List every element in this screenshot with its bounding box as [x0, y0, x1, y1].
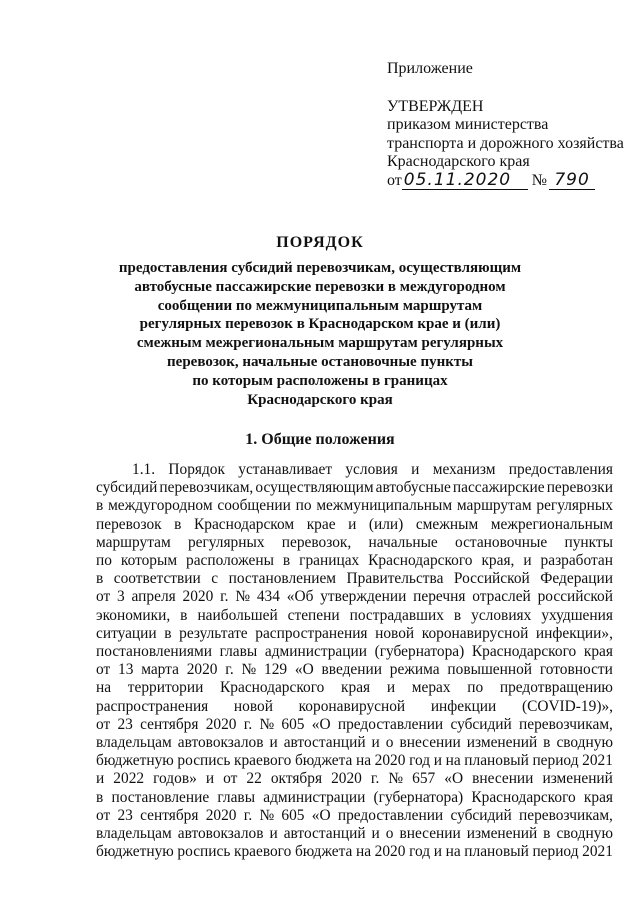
- body-word: в: [282, 552, 291, 570]
- order-date-number-line: [387, 172, 624, 191]
- body-word: 2020: [331, 770, 362, 788]
- body-word: 605: [281, 715, 305, 733]
- body-word: наибольшей: [197, 606, 278, 624]
- body-word: междугородном: [108, 497, 213, 515]
- body-word: Краснодарском: [194, 515, 295, 533]
- body-word: в: [543, 734, 551, 752]
- body-word: годов»: [153, 770, 197, 788]
- body-word: инфекции: [430, 697, 497, 715]
- body-word: ухудшения: [541, 606, 613, 624]
- body-word: главы: [219, 643, 258, 661]
- body-line: [96, 607, 613, 625]
- body-word: Порядок: [168, 461, 225, 478]
- body-word: автобусные: [375, 479, 451, 497]
- body-word: маршрутам: [456, 497, 532, 515]
- body-word: и: [371, 734, 380, 752]
- body-word: коронавирусной: [421, 624, 529, 642]
- body-word: «Об: [286, 588, 314, 606]
- body-line: [96, 588, 613, 606]
- body-word: отраслей: [472, 588, 531, 606]
- body-word: и: [433, 843, 442, 861]
- body-word: субсидий: [450, 806, 512, 824]
- body-word: 434: [256, 588, 280, 606]
- approved-label: УТВЕРЖДЕН: [387, 97, 484, 115]
- body-word: пассажирские: [452, 479, 545, 497]
- body-word: устанавливает: [238, 461, 333, 478]
- body-word: ситуации: [96, 624, 157, 642]
- body-word: распространения: [96, 697, 209, 715]
- body-word: Краснодарского: [368, 552, 473, 570]
- body-word: края: [341, 679, 371, 697]
- body-word: год: [409, 752, 431, 770]
- subtitle-line: сообщении по межмуниципальным маршрутам: [157, 297, 483, 314]
- body-word: о: [385, 734, 394, 752]
- body-word: о: [385, 825, 394, 843]
- body-word: от: [96, 661, 111, 679]
- body-word: начальные: [368, 533, 438, 551]
- body-word: 2020: [205, 806, 237, 824]
- body-word: степени: [287, 606, 340, 624]
- body-word: в: [453, 606, 462, 624]
- subtitle-line: смежным межрегиональным маршрутам регулярных: [136, 335, 504, 352]
- document-subtitle: [110, 259, 530, 409]
- body-line: [96, 625, 613, 643]
- body-word: от: [96, 806, 111, 824]
- body-word: и: [269, 825, 278, 843]
- body-line: [96, 679, 613, 697]
- body-word: перевозчикам,: [519, 806, 613, 824]
- body-word: «О: [311, 715, 331, 733]
- body-word: сентября: [140, 806, 199, 824]
- blank-underline: [506, 173, 528, 190]
- subtitle-line: по которым расположены в границах: [192, 372, 448, 389]
- body-line: [96, 643, 613, 661]
- body-word: коронавирусной: [298, 697, 406, 715]
- body-word: в: [543, 825, 551, 843]
- body-word: по: [96, 552, 112, 570]
- body-word: автовокзалов: [177, 734, 264, 752]
- body-word: Краснодарского: [220, 679, 325, 697]
- date-prefix: от: [387, 171, 402, 189]
- body-word: 2020: [374, 843, 406, 861]
- body-word: соответствии: [113, 570, 201, 588]
- body-word: г.: [243, 715, 253, 733]
- body-word: на: [96, 679, 112, 697]
- body-word: 3: [117, 588, 125, 606]
- body-word: 2020: [186, 661, 218, 679]
- body-word: Краснодарского: [471, 643, 577, 661]
- body-word: границах: [299, 552, 360, 570]
- body-word: 22: [246, 770, 262, 788]
- body-word: регулярных: [536, 497, 613, 515]
- subtitle-line: предоставления субсидий перевозчикам, осуществляющим: [118, 260, 522, 276]
- body-word: и: [523, 552, 532, 570]
- body-word: №: [388, 770, 404, 788]
- body-word: октября: [270, 770, 323, 788]
- body-word: расположены: [186, 552, 274, 570]
- body-word: год: [409, 843, 431, 861]
- body-word: (или): [368, 515, 404, 533]
- body-word: Правительства: [346, 570, 444, 588]
- body-word: №: [241, 661, 257, 679]
- body-word: и: [411, 461, 420, 478]
- body-word: на: [355, 752, 372, 770]
- body-word: смежным: [415, 515, 479, 533]
- body-word: плановый: [464, 843, 529, 861]
- body-word: внесении: [399, 825, 461, 843]
- body-word: и: [371, 825, 380, 843]
- body-word: 1.1.: [132, 461, 156, 478]
- body-word: маршрутам: [96, 533, 171, 551]
- body-word: мерах: [411, 679, 451, 697]
- body-word: 2020: [205, 715, 237, 733]
- body-word: в: [96, 497, 104, 515]
- body-word: бюджетную: [96, 752, 174, 770]
- body-word: 13: [118, 661, 134, 679]
- body-line: [96, 552, 613, 570]
- body-word: перевозки: [546, 479, 613, 497]
- body-word: территории: [127, 679, 204, 697]
- approval-block: [387, 60, 624, 190]
- body-word: и: [205, 770, 215, 788]
- body-word: на: [355, 843, 372, 861]
- body-word: пострадавших: [349, 606, 444, 624]
- body-word: результате: [179, 624, 248, 642]
- body-word: в: [96, 788, 104, 806]
- body-word: предоставления: [508, 461, 613, 478]
- body-word: перевозчикам,: [159, 479, 254, 497]
- body-word: №: [259, 715, 275, 733]
- body-word: постановлением: [228, 570, 337, 588]
- body-line: [96, 716, 613, 734]
- section-heading: 1. Общие положения: [245, 431, 395, 448]
- body-word: и: [386, 679, 396, 697]
- approval-line: транспорта и дорожного хозяйства: [387, 134, 624, 152]
- body-line: [96, 770, 613, 788]
- body-word: в: [174, 515, 182, 533]
- body-word: перевозок: [96, 515, 162, 533]
- subtitle-line: автобусные пассажирские перевозки в междугородном: [134, 278, 506, 295]
- body-line: [96, 825, 613, 843]
- body-word: краевого: [233, 752, 292, 770]
- body-word: повышенной: [447, 661, 533, 679]
- body-word: администрации: [264, 643, 367, 661]
- body-word: в: [164, 624, 172, 642]
- body-word: предоставлении: [337, 806, 444, 824]
- body-word: предотвращению: [499, 679, 613, 697]
- body-word: распространения: [255, 624, 368, 642]
- body-word: изменений: [542, 770, 613, 788]
- body-word: апреля: [131, 588, 176, 606]
- body-word: новой: [233, 697, 273, 715]
- body-word: 657: [412, 770, 436, 788]
- body-word: краевого: [233, 843, 292, 861]
- body-word: 23: [117, 806, 133, 824]
- body-word: г.: [370, 770, 380, 788]
- body-word: г.: [220, 588, 229, 606]
- subtitle-line: Краснодарского края: [247, 391, 393, 408]
- body-line: [96, 570, 613, 588]
- body-word: период: [532, 752, 579, 770]
- body-word: режима: [389, 661, 440, 679]
- body-line: [96, 461, 613, 479]
- order-date-handwritten: 05.11.2020: [403, 170, 512, 190]
- document-title: ПОРЯДОК: [276, 234, 364, 251]
- body-line: [96, 534, 613, 552]
- body-word: условия: [345, 461, 398, 478]
- body-word: в: [180, 606, 188, 624]
- body-word: автовокзалов: [177, 825, 264, 843]
- approval-line: приказом министерства: [387, 116, 549, 133]
- body-word: №: [235, 588, 251, 606]
- body-word: Федерации: [540, 570, 613, 588]
- body-line: [96, 698, 613, 716]
- body-word: механизм: [432, 461, 496, 478]
- body-word: 2021: [582, 752, 613, 770]
- body-word: введении: [321, 661, 382, 679]
- body-word: и: [348, 515, 357, 533]
- body-word: бюджета: [294, 752, 353, 770]
- body-word: межмуниципальным: [316, 497, 453, 515]
- body-word: Краснодарского: [471, 788, 576, 806]
- body-word: остановочные: [455, 533, 548, 551]
- body-word: края: [583, 643, 613, 661]
- body-word: изменений: [466, 825, 538, 843]
- body-paragraph: [96, 461, 613, 861]
- body-word: осуществляющим: [255, 479, 374, 497]
- body-word: в: [96, 570, 104, 588]
- body-line: [96, 734, 613, 752]
- body-word: перевозок,: [281, 533, 352, 551]
- body-word: (губернатора): [374, 643, 465, 661]
- body-word: субсидий: [96, 479, 158, 497]
- body-word: автостанций: [283, 734, 366, 752]
- body-word: межрегиональным: [490, 515, 613, 533]
- body-word: автостанций: [283, 825, 366, 843]
- body-word: которым: [120, 552, 178, 570]
- body-word: на: [445, 843, 461, 861]
- body-line: [96, 479, 613, 497]
- body-line: [96, 752, 613, 770]
- body-word: «О: [311, 806, 331, 824]
- body-word: перечня: [413, 588, 466, 606]
- body-word: новой: [375, 624, 415, 642]
- body-word: период: [532, 843, 579, 861]
- body-word: бюджетную: [96, 843, 174, 861]
- body-word: «О: [444, 770, 464, 788]
- body-line: [96, 516, 613, 534]
- body-word: перевозчикам,: [519, 715, 613, 733]
- body-word: владельцам: [96, 825, 172, 843]
- body-line: [96, 807, 613, 825]
- body-word: 2020: [374, 752, 406, 770]
- body-word: бюджета: [294, 843, 353, 861]
- body-line: [96, 789, 613, 807]
- body-word: плановый: [464, 752, 529, 770]
- body-word: 129: [264, 661, 288, 679]
- body-word: (губернатора): [373, 788, 464, 806]
- body-word: владельцам: [96, 734, 172, 752]
- body-word: экономики,: [96, 606, 171, 624]
- body-word: регулярных: [187, 533, 265, 551]
- body-line: [96, 661, 613, 679]
- body-word: на: [445, 752, 461, 770]
- body-word: от: [223, 770, 238, 788]
- document-title-block: [110, 233, 530, 409]
- body-word: по: [467, 679, 484, 697]
- body-word: и: [433, 752, 442, 770]
- body-word: администрации: [263, 788, 366, 806]
- body-word: сообщении: [217, 497, 291, 515]
- body-word: крае: [306, 515, 336, 533]
- body-word: внесении: [472, 770, 534, 788]
- body-word: роспись: [177, 752, 231, 770]
- subtitle-line: регулярных перевозок в Краснодарском крае и (или): [139, 316, 501, 333]
- body-word: от: [96, 715, 111, 733]
- body-word: Российской: [453, 570, 530, 588]
- body-word: постановлениями: [96, 643, 212, 661]
- order-number-handwritten: 790: [549, 172, 595, 190]
- body-word: главы: [217, 788, 256, 806]
- body-word: условиях: [471, 606, 532, 624]
- body-word: субсидий: [450, 715, 512, 733]
- body-word: г.: [243, 806, 253, 824]
- body-word: сводную: [556, 734, 613, 752]
- subtitle-line: перевозок, начальные остановочные пункты: [167, 353, 473, 370]
- body-word: (COVID-19)»,: [521, 697, 613, 715]
- body-line: [96, 497, 613, 515]
- body-word: сентября: [140, 715, 199, 733]
- body-word: роспись: [177, 843, 231, 861]
- body-word: и: [96, 770, 105, 788]
- body-word: от: [96, 588, 111, 606]
- body-word: «О: [294, 661, 314, 679]
- body-word: готовности: [539, 661, 613, 679]
- number-sign: №: [531, 171, 548, 189]
- body-word: с: [211, 570, 219, 588]
- body-word: марта: [141, 661, 179, 679]
- body-line: [96, 843, 613, 861]
- body-word: и: [269, 734, 278, 752]
- body-word: 2022: [113, 770, 145, 788]
- body-word: пункты: [564, 533, 613, 551]
- body-word: предоставлении: [337, 715, 444, 733]
- body-word: по: [295, 497, 312, 515]
- body-word: 23: [117, 715, 133, 733]
- body-word: разработан: [540, 552, 613, 570]
- body-word: №: [259, 806, 275, 824]
- body-word: 605: [281, 806, 305, 824]
- body-word: утверждении: [320, 588, 407, 606]
- body-word: сводную: [556, 825, 613, 843]
- body-word: г.: [225, 661, 234, 679]
- body-word: внесении: [399, 734, 461, 752]
- body-word: 2020: [182, 588, 214, 606]
- body-word: российской: [537, 588, 613, 606]
- body-word: инфекции»,: [535, 624, 613, 642]
- appendix-label: Приложение: [387, 60, 473, 77]
- body-word: изменений: [466, 734, 538, 752]
- body-word: 2021: [582, 843, 613, 861]
- body-word: края,: [481, 552, 515, 570]
- approval-line: Краснодарского края: [387, 153, 530, 170]
- body-word: постановление: [111, 788, 210, 806]
- body-word: края: [583, 788, 613, 806]
